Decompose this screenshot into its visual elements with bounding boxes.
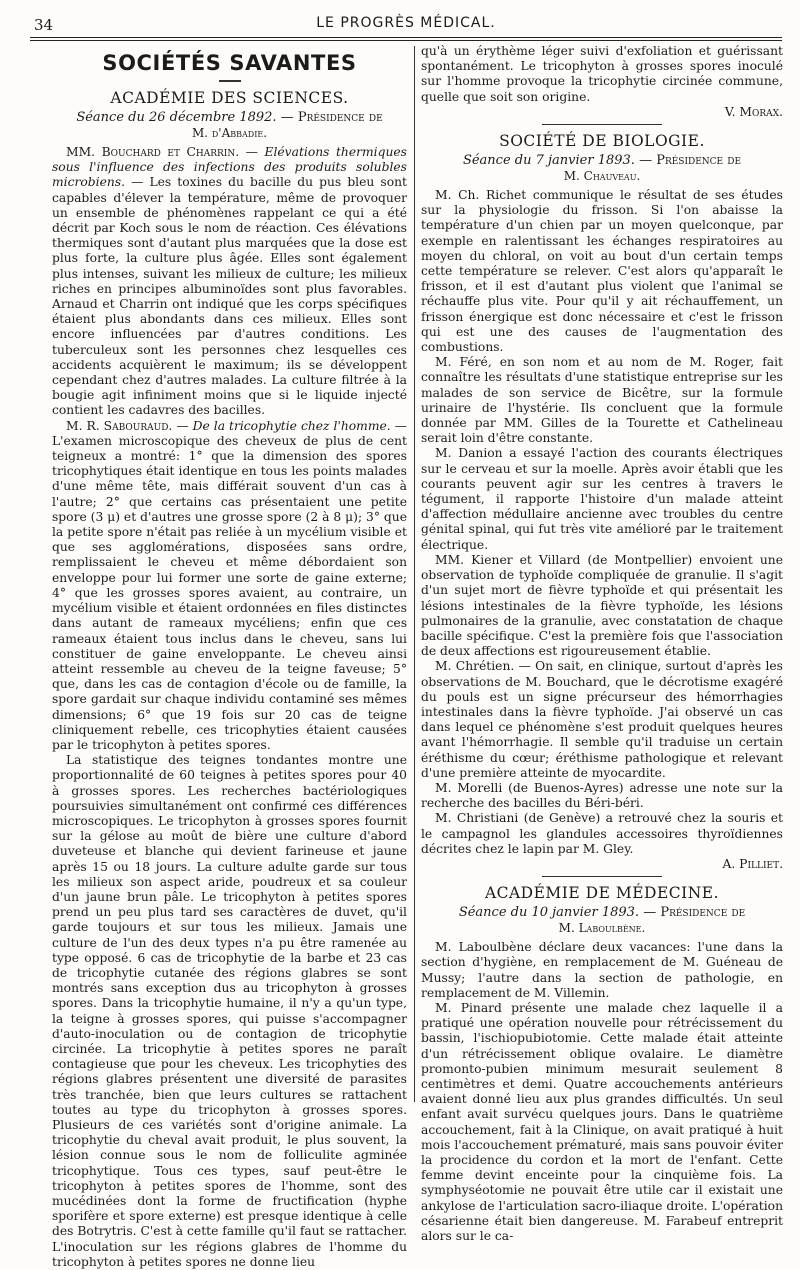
article-paragraph [52,753,407,1270]
medecine-paragraph: M. Pinard présente une malade chez laquelle il a pratiqué une opération nouvelle pour rétrécissement du bassin, l'ischiopubiotomie. Cette malade était atteinte d'un rétrécissement oblique ovalaire. Le diamètre promonto-pubien minimum mesurait seulement 8 centimètres et demi. Quatre accouchements antérieurs avaient donné lieu aux plus grandes difficultés. Un seul enfant avait survécu quelques jours. Dans le quatrième accouchement, fait à la Clinique, on avait pratiqué à huit mois l'accouchement prématuré, mais sans pouvoir éviter la procidence du cordon et la mort de l'enfant. Cette femme devint enceinte pour la cinquième fois. La symphyséotomie ne pouvait être utile car il existait une ankylose de l'articulation sacro-iliaque droite. L'opération césarienne était bien dangereuse. M. Farabeuf entreprit alors sur le ca- [421,1000,783,1244]
right-column [421,44,783,1244]
article-title: Elévations thermiques sous l'influence des infections des produits solubles microbiens. [52,145,407,190]
header-rule [30,37,782,38]
seance-line [52,110,407,126]
article-title: De la tricophytie chez l'homme. [192,418,391,433]
biologie-paragraph: M. Danion a essayé l'action des courants électriques sur le cerveau et sur la moelle. Après avoir établi que les courants peuvent agir sur les centres à travers le tégument, il rapporte l'histoire d'un malade atteint d'affection médullaire ancienne avec troubles du centre génital spinal, qui fut très vite amélioré par le traitement électrique. [421,446,783,552]
medecine-paragraph: M. Laboulbène déclare deux vacances: l'une dans la section d'hygiène, en remplacement de M. Guéneau de Mussy; l'autre dans la section de pathologie, en remplacement de M. Villemin. [421,940,783,1000]
medecine-title: ACADÉMIE DE MÉDECINE. [484,884,720,903]
article-authors: MM. Bouchard et Charrin. — [66,145,258,159]
seance-line [421,153,783,169]
seance-president: M. d'Abbadie. [191,126,268,140]
running-header [30,14,782,36]
seance-president: M. Laboulbène. [558,921,646,936]
article-authors: M. R. Sabouraud. — [66,418,189,433]
article-text: La statistique des teignes tondantes montre une proportionnalité de 60 teignes à petites spores pour 40 à grosses spores. Les recherches bactériologiques poursuivies simultanément ont confirmé ces différences microscopiques. Le tricophyton à grosses spores fournit sur la gélose au moût de bière une culture d'abord duveteuse et blanche qui devient farineuse et jaune après 15 ou 18 jours. La culture adulte garde sur tous les milieux son aspect aride, poudreux et sa couleur d'un jaune brun pâle. Le tricophyton à petites spores prend un peu plus tard ses caractères de duvet, qu'il garde toujours et sur tous les milieux. Jamais une culture de l'un des deux types n'a pu être ramenée au type opposé. 6 cas de tricophytie de la barbe et 23 cas de tricophytie cutanée des régions glabres se sont montrés sans exception dus au tricophyton à grosses spores. Dans la tricophytie humaine, il n'y a qu'un type, la teigne à grosses spores, qui puisse s'accompagner d'auto-inoculation ou de contagion de tricophytie circinée. La tricophytie à petites spores ne paraît contagieuse que pour les cheveux. Les tricophyties des régions glabres présentent une diversité de parasites très tranchée, bien que leurs cultures se rattachent toutes au type du tricophyton à grosses spores. Plusieurs de ces variétés sont d'origine animale. La tricophytie du cheval avait produit, le plus souvent, la lésion connue sous le nom de folliculite agminée tricophytique. Tous ces types, sauf peut-être le tricophyton à petites spores de l'homme, sont des mucédinées dont la forme de fructification (hyphe sporifère et spore externe) est presque identique à celle des Botrytris. C'est à cette famille qu'il faut se rattacher. L'inoculation sur les régions glabres de l'homme du tricophyton à petites spores ne donne lieu [52,753,407,1269]
section-rule [219,80,241,82]
biologie-paragraph: M. Ch. Richet communique le résultat de ses études sur la physiologie du frisson. Si l'on abaisse la température d'un chien par un moyen quelconque, par exemple en ralentissant les échanges respiratoires au moyen du chloral, on voit au bout d'un certain temps cette température se relever. C'est alors qu'apparaît le frisson, et il est d'autant plus violent que l'animal se réchauffe plus vite. Pour qu'il y ait réchauffement, un frisson énergique est donc nécessaire et c'est le frisson qui est une des causes de l'augmentation des combustions. [421,188,783,355]
author-signature: A. Pilliet. [722,856,783,871]
article-text: — L'examen microscopique des cheveux de plus de cent teigneux a montré: 1° que la dimension des spores tricophytiques était identique en tous les points malades d'une même tête, mais différait souvent d'un cas à l'autre; 2° que certains cas présentaient une petite spore (3 μ) et d'autres une grosse spore (2 à 8 μ); 3° que la petite spore n'était pas reliée à un mycélium visible et que ses agglomérations, disposées sans ordre, remplissaient le cheveu et même débordaient son enveloppe pour lui former une sorte de gaine externe; 4° que les grosses spores avaient, au contraire, un mycélium visible et étaient ordonnées en files distinctes dans autant de rameaux mycéliens; enfin que ces rameaux étaient tous inclus dans le cheveu, sans lui constituer de gaine enveloppante. Le cheveu ainsi atteint ressemble au cheveu de la teigne faveuse; 5° que, dans les cas de contagion d'école ou de famille, la spore gardait sur chaque individu contaminé ses mêmes dimensions; 6° que 19 fois sur 20 cas de teigne cliniquement rebelle, ces tricophyties étaient causées par le tricophyton à petites spores. [52,418,407,752]
seance-date: Séance du 10 janvier 1893. [458,905,640,921]
biologie-paragraph: M. Morelli (de Buenos-Ayres) adresse une note sur la recherche des bacilles du Béri-béri. [421,780,783,811]
column-separator [414,46,415,1102]
biologie-paragraph: M. Chrétien. — On sait, en clinique, surtout d'après les observations de M. Bouchard, que le décrotisme exagéré du pouls est un signe précurseur des hémorrhagies intestinales dans la fièvre typhoïde. J'ai observé un cas dans lequel ce phénomène s'est produit quelques heures avant l'hémorrhagie. Il semble qu'il traduise un certain éréthisme du cœur; éréthisme pathologique et relevant d'une première atteinte de myocardite. [421,659,783,780]
subsection-title: ACADÉMIE DES SCIENCES. [110,89,349,107]
article-paragraph [52,419,407,753]
article-text: — Les toxines du bacille du pus bleu sont capables d'élever la température, même de provoquer un ensemble de phénomènes rappelant ce qui a été décrit par Koch sous le nom de réaction. Ces élévations thermiques sont d'autant plus marquées que la dose est plus forte, la culture plus âgée. Elles sont également plus intenses, suivant les milieux de culture; les milieux riches en principes albuminoïdes sont plus favorables. Arnaud et Charrin ont indiqué que les corps spécifiques étaient plus abondants dans ces milieux. Elles sont encore influencées par d'autres conditions. Les tuberculeux sont les personnes chez lesquelles ces accidents acquièrent le maximum; ils se développent cependant chez d'autres malades. La culture filtrée à la bougie agit infiniment moins que si le liquide injecté contient les cadavres des bacilles. [52,175,407,418]
section-title: SOCIÉTÉS SAVANTES [102,51,357,75]
journal-title: LE PROGRÈS MÉDICAL. [316,15,496,31]
left-column [52,44,407,1270]
biologie-paragraph: MM. Kiener et Villard (de Montpellier) envoient une observation de typhoïde compliquée de granulie. Il s'agit d'un sujet mort de fièvre typhoïde et qui présentait les lésions intestinales de la fièvre typhoïde, les lésions pulmonaires de la granulie, avec constatation de chaque bacille spécifique. C'est la première fois que l'association de deux affections est rigoureusement établie. [421,552,783,659]
author-signature: V. Morax. [724,104,783,119]
page-number: 34 [34,16,54,34]
seance-line [421,905,783,921]
continued-paragraph: qu'à un érythème léger suivi d'exfoliation et guérissant spontanément. Le tricophyton à grosses spores inoculé sur l'homme provoque la tricophytie circinée commune, quelle que soit son origine. [421,44,783,104]
section-divider [542,876,662,877]
seance-president-label: — Présidence de [639,153,742,169]
header-rule-second [30,40,782,41]
biologie-title: SOCIÉTÉ DE BIOLOGIE. [499,132,705,151]
seance-president-label: — Présidence de [643,905,746,921]
section-divider [542,124,662,125]
article-paragraph [52,145,407,419]
seance-date: Séance du 26 décembre 1892. [76,110,277,125]
seance-president: M. Chauveau. [563,169,641,184]
seance-date: Séance du 7 janvier 1893. [462,153,635,169]
biologie-paragraph: M. Christiani (de Genève) a retrouvé chez la souris et le campagnol les glandules accessoires thyroïdiennes décrites chez le lapin par M. Gley. [421,811,783,856]
seance-president-label: — Présidence de [280,110,383,125]
biologie-paragraph: M. Féré, en son nom et au nom de M. Roger, fait connaître les résultats d'une statistique entreprise sur les malades de son service de Bicêtre, sur la formule urinaire de l'hystérie. Ils concluent que la formule donnée par MM. Gilles de la Tourette et Cathelineau serait loin d'être constante. [421,355,783,446]
